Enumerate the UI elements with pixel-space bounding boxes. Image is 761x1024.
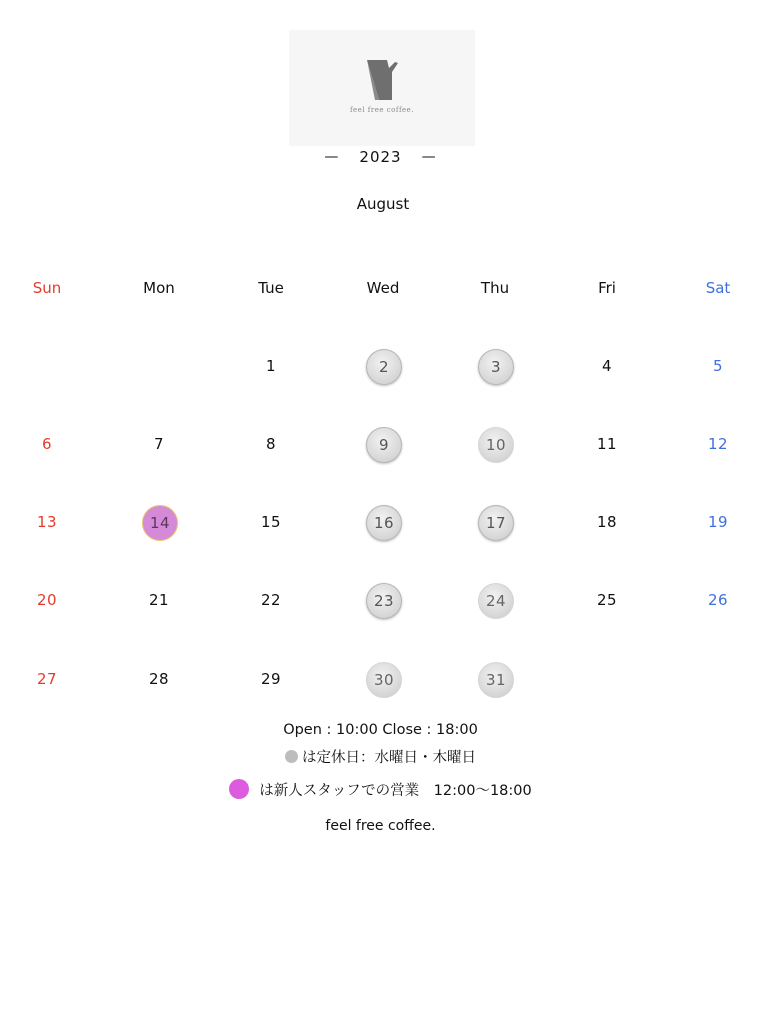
- day-cell-28: 28: [148, 670, 170, 688]
- day-cell-24: 24: [478, 583, 514, 619]
- year-dash-left: —: [324, 149, 340, 165]
- day-cell-29: 29: [260, 670, 282, 688]
- day-cell-21: 21: [148, 591, 170, 609]
- shop-logo: [289, 30, 475, 146]
- weekday-tue: Tue: [258, 279, 284, 297]
- day-cell-11: 11: [596, 435, 618, 453]
- weekday-fri: Fri: [598, 279, 616, 297]
- year-label: 2023: [359, 148, 402, 166]
- day-cell-5: 5: [712, 357, 724, 375]
- staff-legend-text: は新人スタッフでの営業 12:00〜18:00: [259, 783, 532, 799]
- weekday-sun: Sun: [32, 279, 62, 297]
- day-cell-9: 9: [366, 427, 402, 463]
- day-cell-27: 27: [36, 670, 58, 688]
- shop-name: feel free coffee.: [325, 818, 436, 834]
- weekday-wed: Wed: [366, 279, 400, 297]
- day-cell-7: 7: [153, 435, 165, 453]
- day-cell-31: 31: [478, 662, 514, 698]
- day-cell-14: 14: [142, 505, 178, 541]
- closed-legend-text: は定休日：水曜日・木曜日: [302, 750, 476, 766]
- month-label: August: [356, 195, 410, 213]
- day-cell-8: 8: [265, 435, 277, 453]
- logo-text: feel free coffee.: [349, 106, 415, 114]
- day-cell-20: 20: [36, 591, 58, 609]
- day-cell-15: 15: [260, 513, 282, 531]
- year-dash-right: —: [421, 149, 437, 165]
- day-cell-12: 12: [707, 435, 729, 453]
- day-cell-26: 26: [707, 591, 729, 609]
- day-cell-19: 19: [707, 513, 729, 531]
- day-cell-25: 25: [596, 591, 618, 609]
- business-hours: Open : 10:00 Close : 18:00: [283, 722, 478, 738]
- coffee-pitcher-icon: [365, 58, 399, 102]
- staff-dot-icon: [229, 779, 249, 799]
- day-cell-3: 3: [478, 349, 514, 385]
- day-cell-23: 23: [366, 583, 402, 619]
- day-cell-4: 4: [601, 357, 613, 375]
- day-cell-16: 16: [366, 505, 402, 541]
- day-cell-13: 13: [36, 513, 58, 531]
- weekday-thu: Thu: [480, 279, 510, 297]
- day-cell-2: 2: [366, 349, 402, 385]
- day-cell-6: 6: [41, 435, 53, 453]
- year-heading: [0, 146, 761, 168]
- day-cell-18: 18: [596, 513, 618, 531]
- closed-dot-icon: [285, 750, 298, 763]
- day-cell-22: 22: [260, 591, 282, 609]
- day-cell-10: 10: [478, 427, 514, 463]
- day-cell-17: 17: [478, 505, 514, 541]
- weekday-mon: Mon: [143, 279, 175, 297]
- day-cell-1: 1: [265, 357, 277, 375]
- day-cell-30: 30: [366, 662, 402, 698]
- weekday-sat: Sat: [705, 279, 731, 297]
- closed-legend: [0, 746, 761, 767]
- staff-legend: [0, 779, 761, 801]
